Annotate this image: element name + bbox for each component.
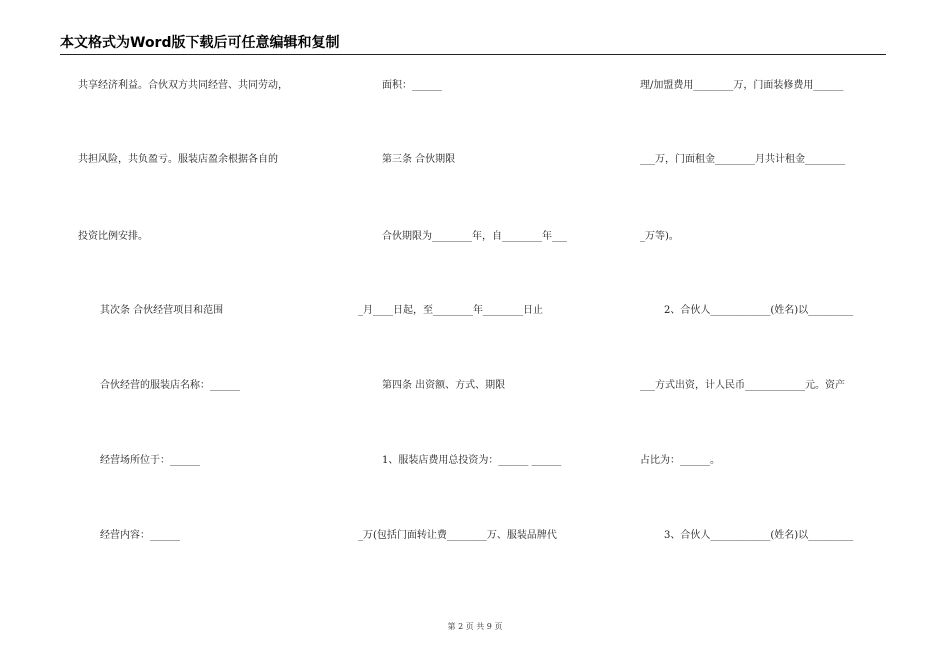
text-line: 投资比例安排。 [78,231,148,242]
text-line: 经营内容：______ [100,530,180,541]
header-title: 本文格式为Word版下载后可任意编辑和复制 [60,35,340,51]
article-heading: 第四条 出资额、方式、期限 [382,380,506,391]
text-line: 合伙经营的服装店名称：______ [100,380,240,391]
article-heading: 第三条 合伙期限 [382,154,456,165]
text-line: 合伙期限为________年，自________年___ [382,231,567,242]
page-number: 第 2 页 共 9 页 [447,622,503,631]
text-column-1 [0,0,340,672]
text-line: _万等)。 [640,231,679,242]
text-column-3 [620,0,950,672]
text-line: 共享经济利益。合伙双方共同经营、共同劳动， [78,80,288,91]
text-line: ___万，门面租金________月共计租金________ [640,154,845,165]
text-line: 1、服装店费用总投资为：______ ______ [382,455,562,466]
text-column-2 [340,0,620,672]
text-line: ___方式出资，计人民币____________元。资产 [640,380,845,391]
text-line: _月____日起，至________年________日止 [358,305,543,316]
text-line: 共担风险，共负盈亏。服装店盈余根据各自的 [78,154,278,165]
text-line: 面积：______ [382,80,442,91]
text-line: 2、合伙人____________(姓名)以_________ [664,305,854,316]
text-line: 占比为：______。 [640,455,720,466]
text-line: _万(包括门面转让费________万、服装品牌代 [358,530,557,541]
text-line: 经营场所位于：______ [100,455,200,466]
text-line: 理/加盟费用________万，门面装修费用______ [640,80,844,91]
article-heading: 其次条 合伙经营项目和范围 [100,305,224,316]
text-line: 3、合伙人____________(姓名)以_________ [664,530,854,541]
